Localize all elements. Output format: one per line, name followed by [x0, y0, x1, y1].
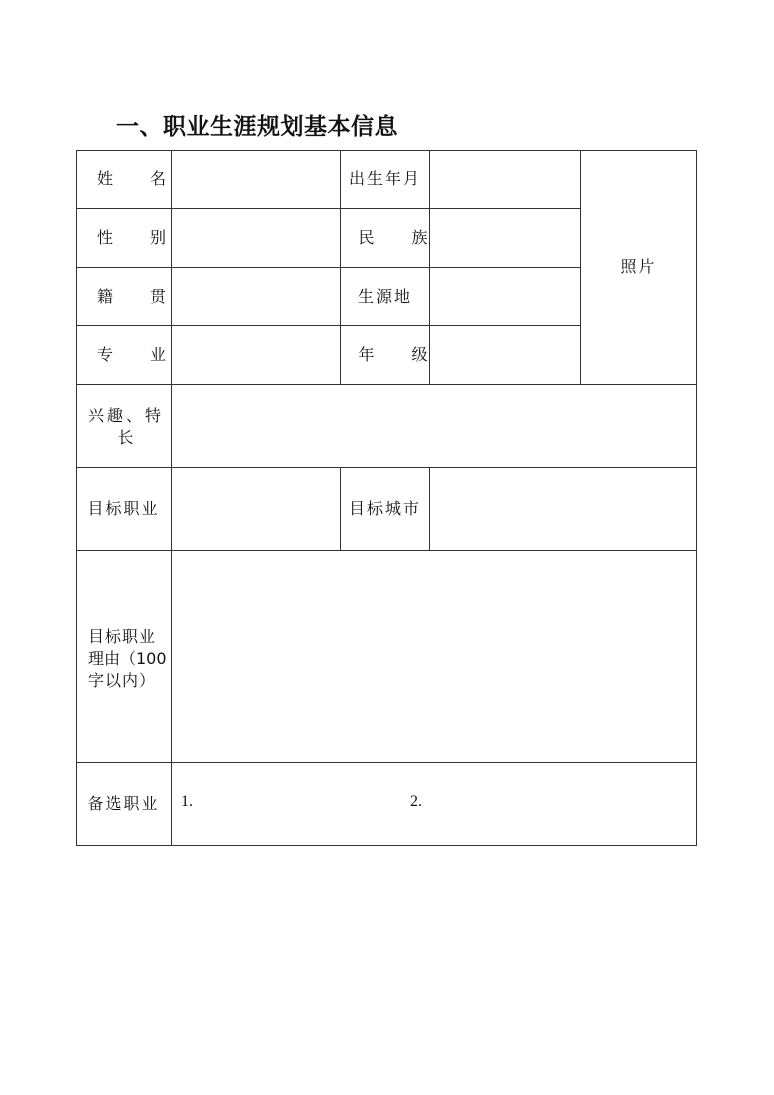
label-origin: 生源地	[357, 286, 412, 306]
field-native-place[interactable]	[172, 268, 340, 325]
label-interests-line2: 长	[117, 428, 135, 447]
label-alt-job: 备选职业	[87, 794, 160, 813]
label-gender: 性 别	[96, 228, 183, 247]
label-target-city: 目标城市	[348, 499, 421, 518]
label-birth: 出生年月	[348, 169, 421, 188]
field-name[interactable]	[172, 150, 340, 208]
photo-placeholder[interactable]: 照片	[620, 257, 657, 276]
label-reason-line3: 字以内）	[88, 671, 157, 690]
field-gender[interactable]	[172, 209, 340, 267]
label-native-place: 籍 贯	[96, 286, 183, 306]
label-target-job: 目标职业	[87, 499, 160, 518]
label-reason	[88, 626, 172, 692]
label-reason-line2: 理由（100	[88, 649, 167, 668]
field-target-job[interactable]	[172, 468, 340, 550]
table-border-right	[696, 150, 697, 846]
label-interests-line1: 兴趣、特	[87, 406, 164, 425]
alt-job-2[interactable]: 2.	[410, 793, 422, 810]
field-interests[interactable]	[172, 385, 696, 467]
field-origin[interactable]	[430, 268, 580, 325]
label-interests	[86, 405, 166, 449]
field-birth[interactable]	[430, 150, 580, 208]
page-title: 一、职业生涯规划基本信息	[116, 114, 398, 140]
label-reason-line1: 目标职业	[88, 627, 157, 646]
field-major[interactable]	[172, 326, 340, 384]
label-name: 姓 名	[96, 169, 183, 188]
alt-job-1[interactable]: 1.	[181, 793, 193, 810]
label-ethnicity: 民 族	[358, 228, 444, 247]
field-ethnicity[interactable]	[430, 209, 580, 267]
field-target-city[interactable]	[430, 468, 696, 550]
field-grade[interactable]	[430, 326, 580, 384]
field-reason[interactable]	[172, 551, 696, 762]
table-border-bottom	[76, 845, 697, 846]
basic-info-table	[76, 150, 697, 846]
label-major: 专 业	[96, 345, 183, 364]
label-grade: 年 级	[358, 345, 444, 364]
